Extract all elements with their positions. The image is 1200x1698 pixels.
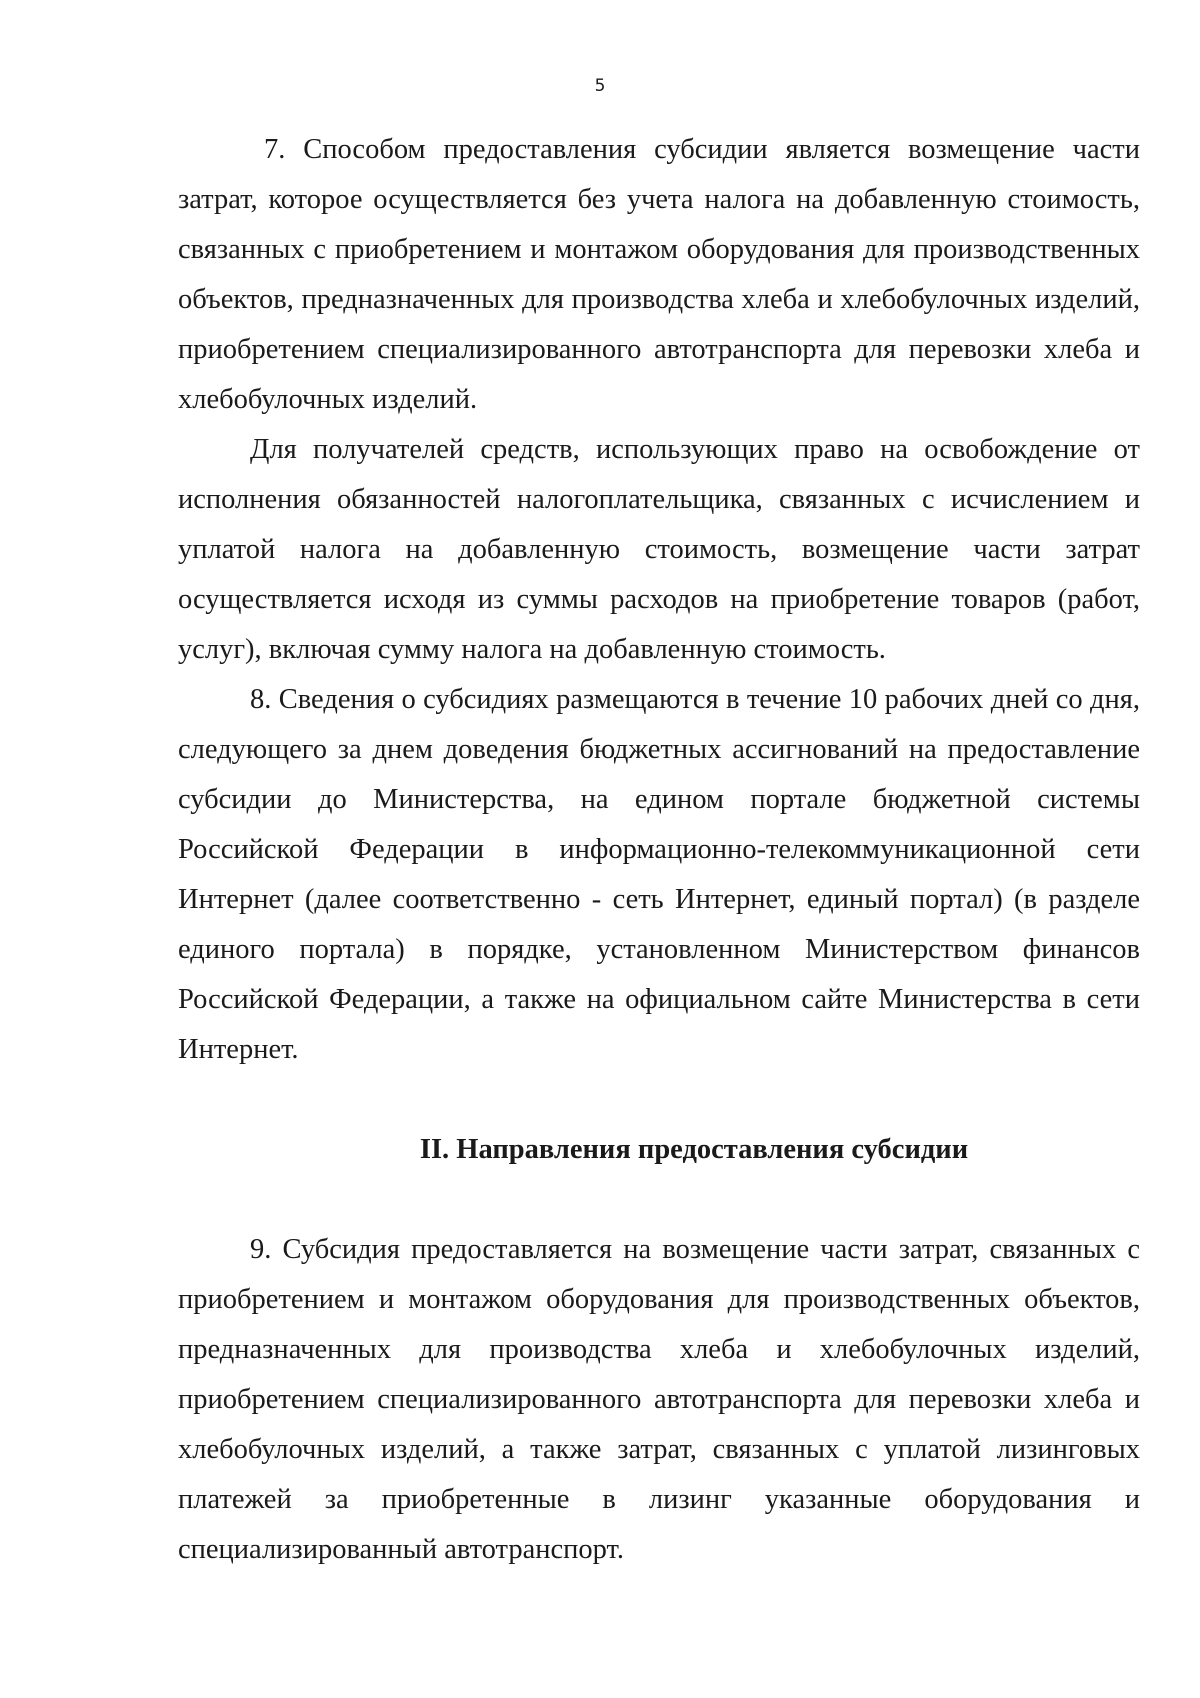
section-heading: II. Направления предоставления субсидии (419, 1134, 969, 1165)
paragraph-8: 8. Сведения о субсидиях размещаются в течение 10 рабочих дней со дня, следующего за днем доведения бюджетных ассигнований на предоставление субсидии до Министерства, на едином портале бюджетной системы Российской Федерации в информационно-телекоммуникационной сети Интернет (далее соответственно - сеть Интернет, единый портал) (в разделе единого портала) в порядке, установленном Министерством финансов Российской Федерации, а также на официальном сайте Министерства в сети Интернет. (178, 684, 1140, 1065)
paragraph-9: 9. Субсидия предоставляется на возмещение части затрат, связанных с приобретением и монтажом оборудования для производственных объектов, предназначенных для производства хлеба и хлебобулочных изделий, приобретением специализированного автотранспорта для перевозки хлеба и хлебобулочных изделий, а также затрат, связанных с уплатой лизинговых платежей за приобретенные в лизинг указанные оборудования и специализированный автотранспорт. (178, 1234, 1140, 1565)
paragraph-7-continuation: Для получателей средств, использующих право на освобождение от исполнения обязанностей налогоплательщика, связанных с исчислением и уплатой налога на добавленную стоимость, возмещение части затрат осуществляется исходя из суммы расходов на приобретение товаров (работ, услуг), включая сумму налога на добавленную стоимость. (178, 434, 1140, 665)
document-body (178, 125, 1140, 1575)
page-number: 5 (594, 76, 606, 96)
paragraph-7: 7. Способом предоставления субсидии является возмещение части затрат, которое осуществляется без учета налога на добавленную стоимость, связанных с приобретением и монтажом оборудования для производственных объектов, предназначенных для производства хлеба и хлебобулочных изделий, приобретением специализированного автотранспорта для перевозки хлеба и хлебобулочных изделий. (178, 134, 1140, 415)
